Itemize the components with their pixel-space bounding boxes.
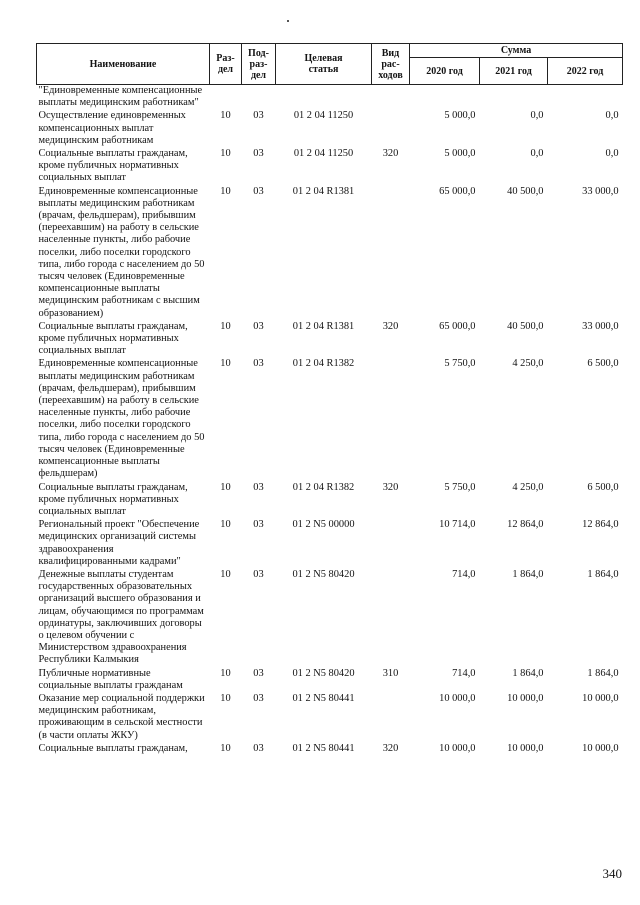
cell-2020: 5 750,0 <box>444 358 476 370</box>
cell-name: Осуществление единовременных компенсационных выплат медицинским работникам <box>38 110 186 146</box>
cell-target: 01 2 N5 00000 <box>292 519 355 531</box>
cell-target: 01 2 04 11250 <box>293 110 354 122</box>
cell-razdel: 10 <box>220 568 231 580</box>
cell-podrazdel: 03 <box>253 481 264 493</box>
header-target: Целевая статья <box>276 44 372 85</box>
cell-2021: 4 250,0 <box>512 481 544 493</box>
cell-2022: 1 864,0 <box>587 568 619 580</box>
cell-razdel: 10 <box>220 185 231 197</box>
header-year-2021: 2021 год <box>480 58 548 85</box>
cell-2021 <box>480 85 548 111</box>
cell-vid <box>372 693 410 743</box>
page-number: 340 <box>602 866 622 881</box>
cell-target: 01 2 04 R1381 <box>292 320 355 332</box>
cell-2020: 5 750,0 <box>444 481 476 493</box>
cell-2021: 1 864,0 <box>512 568 544 580</box>
cell-2021: 4 250,0 <box>512 358 544 370</box>
cell-name: Единовременные компенсационные выплаты медицинским работникам (врачам, фельдшерам), прибывшим (переехавшим) на работу в сельские населенные пункты, либо рабочие поселки, либо поселки городского типа, либо города с населением до 50 тысяч человек (Единовременные компенсационные выплаты медицинским работникам с высшим образованием) <box>38 185 205 319</box>
cell-razdel: 10 <box>220 692 231 704</box>
cell-vid <box>372 110 410 148</box>
cell-podrazdel: 03 <box>253 358 264 370</box>
cell-2021: 1 864,0 <box>512 667 544 679</box>
cell-vid <box>372 186 410 321</box>
cell-razdel: 10 <box>220 320 231 332</box>
cell-2021: 10 000,0 <box>507 742 544 754</box>
cell-podrazdel: 03 <box>253 742 264 754</box>
cell-podrazdel: 03 <box>253 185 264 197</box>
cell-podrazdel: 03 <box>253 148 264 160</box>
cell-razdel: 10 <box>220 358 231 370</box>
cell-target: 01 2 N5 80420 <box>292 667 355 679</box>
cell-name: "Единовременные компенсационные выплаты медицинским работникам" <box>38 85 203 109</box>
cell-2020: 10 714,0 <box>439 519 476 531</box>
cell-razdel: 10 <box>220 110 231 122</box>
cell-razdel: 10 <box>220 742 231 754</box>
cell-target: 01 2 N5 80441 <box>292 692 355 704</box>
header-year-2022: 2022 год <box>548 58 623 85</box>
table-row <box>37 693 623 743</box>
cell-2021: 0,0 <box>530 110 544 122</box>
table-row <box>37 569 623 668</box>
cell-2020: 10 000,0 <box>439 742 476 754</box>
cell-podrazdel: 03 <box>253 568 264 580</box>
table-row <box>37 321 623 359</box>
cell-target: 01 2 04 R1382 <box>292 358 355 370</box>
cell-2022: 0,0 <box>605 110 619 122</box>
cell-name: Региональный проект "Обеспечение медицинских организаций системы здравоохранения квалифицированными кадрами" <box>38 519 200 567</box>
cell-2022: 12 864,0 <box>582 519 619 531</box>
cell-2022: 10 000,0 <box>582 692 619 704</box>
budget-table <box>36 43 623 756</box>
cell-2020: 5 000,0 <box>444 148 476 160</box>
table-row <box>37 358 623 481</box>
cell-razdel <box>210 85 242 111</box>
cell-vid: 320 <box>382 742 399 754</box>
header-vid: Вид рас- ходов <box>372 44 410 85</box>
cell-vid <box>372 85 410 111</box>
cell-2020: 10 000,0 <box>439 692 476 704</box>
cell-target: 01 2 04 R1382 <box>292 481 355 493</box>
cell-podrazdel: 03 <box>253 692 264 704</box>
table-row <box>37 148 623 186</box>
cell-2020: 714,0 <box>452 568 476 580</box>
header-razdel: Раз- дел <box>210 44 242 85</box>
cell-razdel: 10 <box>220 148 231 160</box>
cell-vid: 310 <box>382 667 399 679</box>
cell-razdel: 10 <box>220 519 231 531</box>
cell-podrazdel: 03 <box>253 110 264 122</box>
cell-podrazdel: 03 <box>253 320 264 332</box>
cell-2022: 6 500,0 <box>587 358 619 370</box>
cell-target: 01 2 N5 80441 <box>292 742 355 754</box>
cell-name: Социальные выплаты гражданам, кроме публичных нормативных социальных выплат <box>38 481 188 517</box>
cell-podrazdel: 03 <box>253 667 264 679</box>
cell-2022: 6 500,0 <box>587 481 619 493</box>
table-header <box>37 44 623 85</box>
cell-name: Социальные выплаты гражданам, кроме публичных нормативных социальных выплат <box>38 148 188 184</box>
cell-2022: 1 864,0 <box>587 667 619 679</box>
cell-name: Социальные выплаты гражданам, кроме публичных нормативных социальных выплат <box>38 320 188 357</box>
table-row <box>37 186 623 321</box>
cell-2022: 10 000,0 <box>582 742 619 754</box>
header-summa: Сумма <box>410 44 623 58</box>
cell-2020 <box>410 85 480 111</box>
header-podrazdel: Под- раз- дел <box>242 44 276 85</box>
cell-vid <box>372 519 410 569</box>
header-name: Наименование <box>37 44 210 85</box>
cell-podrazdel: 03 <box>253 519 264 531</box>
cell-razdel: 10 <box>220 481 231 493</box>
cell-name: Социальные выплаты гражданам, <box>38 742 188 754</box>
cell-target: 01 2 04 R1381 <box>292 185 355 197</box>
cell-name: Публичные нормативные социальные выплаты гражданам <box>38 667 183 691</box>
cell-name: Оказание мер социальной поддержки медицинским работникам, проживающим в сельской местности (в части оплаты ЖКУ) <box>38 692 205 741</box>
cell-2022: 33 000,0 <box>582 320 619 332</box>
scan-speck <box>287 20 289 22</box>
table-body <box>37 85 623 756</box>
table-row <box>37 519 623 569</box>
table-row <box>37 668 623 693</box>
cell-vid <box>372 358 410 481</box>
cell-name: Единовременные компенсационные выплаты медицинским работникам (врачам, фельдшерам), прибывшим (переехавшим) на работу в сельские населенные пункты, либо рабочие поселки, либо поселки городского типа, либо города с населением до 50 тысяч человек (Единовременные компенсационные выплаты фельдшерам) <box>38 358 205 480</box>
cell-2022: 0,0 <box>605 148 619 160</box>
cell-2020: 65 000,0 <box>439 320 476 332</box>
table-row <box>37 743 623 756</box>
cell-2021: 12 864,0 <box>507 519 544 531</box>
cell-2020: 65 000,0 <box>439 185 476 197</box>
table-row <box>37 85 623 111</box>
cell-target: 01 2 04 11250 <box>293 148 354 160</box>
cell-podrazdel <box>242 85 276 111</box>
header-year-2020: 2020 год <box>410 58 480 85</box>
cell-name: Денежные выплаты студентам государственных образовательных организаций высшего образования и лицам, обучающимся по программам ординатуры, заключивших договоры о целевом обучении с Министерством здравоохранения Республики Калмыкия <box>38 568 204 666</box>
cell-razdel: 10 <box>220 667 231 679</box>
cell-2022 <box>548 85 623 111</box>
table-row <box>37 482 623 520</box>
cell-target: 01 2 N5 80420 <box>292 568 355 580</box>
cell-vid: 320 <box>382 481 399 493</box>
cell-vid: 320 <box>382 148 399 160</box>
cell-vid: 320 <box>382 320 399 332</box>
cell-2021: 40 500,0 <box>507 320 544 332</box>
cell-2022: 33 000,0 <box>582 185 619 197</box>
cell-2020: 5 000,0 <box>444 110 476 122</box>
cell-vid <box>372 569 410 668</box>
cell-2021: 40 500,0 <box>507 185 544 197</box>
table-row <box>37 110 623 148</box>
cell-2021: 0,0 <box>530 148 544 160</box>
cell-2020: 714,0 <box>452 667 476 679</box>
cell-target <box>276 85 372 111</box>
cell-2021: 10 000,0 <box>507 692 544 704</box>
